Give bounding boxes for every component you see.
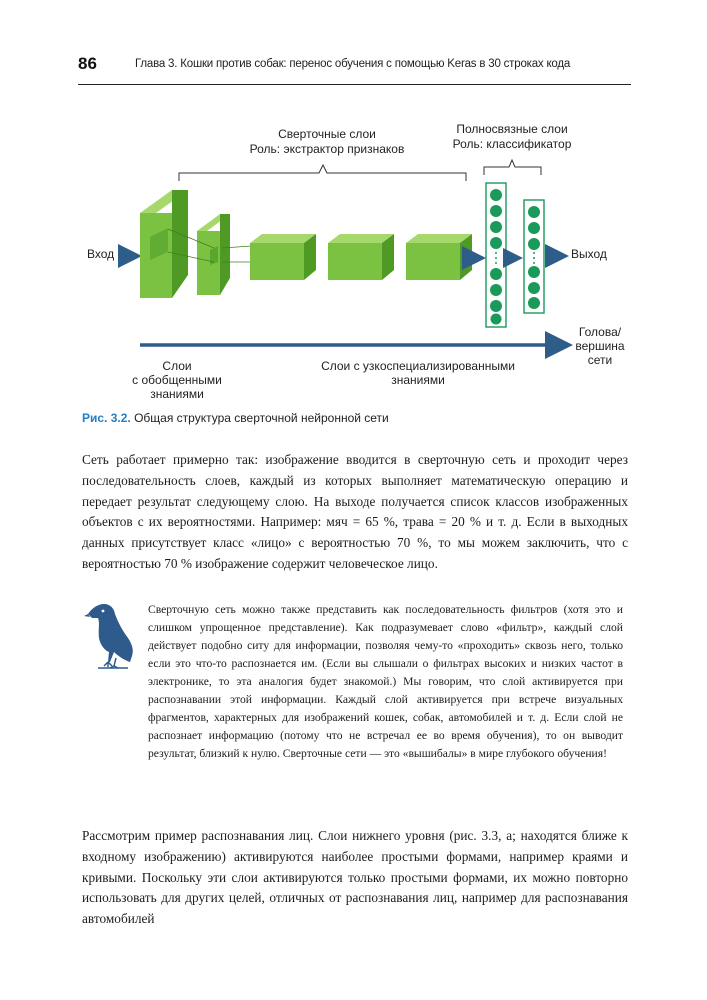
caption-text: Общая структура сверточной нейронной сети	[134, 411, 389, 425]
body-paragraph-2: Рассмотрим пример распознавания лиц. Слои нижнего уровня (рис. 3.3, а; находятся ближе к входному изображению) активируются наиболее простыми формами, например краями и кривыми. Поскольку эти слои активируются только простыми формами, их можно повторно использовать для других целей, отличных от распознавания лиц, например для распознавания автомобилей	[82, 828, 628, 927]
fc-layer-2	[524, 200, 544, 313]
conv-layer-1	[140, 190, 188, 298]
output-label: Выход	[571, 247, 607, 261]
header-rule	[78, 84, 631, 85]
input-label: Вход	[87, 247, 115, 261]
special-layers-line1: Слои с узкоспециализированными	[321, 359, 515, 373]
conv-label-line2: Роль: экстрактор признаков	[249, 142, 405, 156]
body-paragraph-1: Сеть работает примерно так: изображение вводится в сверточную сеть и проходит через последовательность слоев, каждый из которых выполняет математическую операцию и передает результат следующему слою. На выходе получается список классов изображенных объектов с их вероятностями. Например: мяч = 65 %, трава = 20 % и т. д. Если в выходных данных присутствует класс «лицо» с вероятностью 70 %, то мы можем заключить, что с вероятностью 70 % изображение содержит человеческое лицо.	[82, 452, 628, 571]
fc-brace	[484, 160, 541, 175]
generic-layers-line2: с обобщенными	[132, 373, 222, 387]
conv-layer-2	[197, 214, 230, 295]
head-label-line1: Голова/	[578, 325, 622, 339]
note-text: Сверточную сеть можно также представить как последовательность фильтров (хотя это и слишком упрощенное представление). Как подразумевает слово «фильтр», каждый слой действует подобно ситу для информации, позволяя чему-то «проходить» сквозь него, только если это что-то распознается им. (Если вы слышали о фильтрах высоких и низких частот в электронике, то эта аналогия будет знакомой.) Мы говорим, что слой активируется при распознавании этой информации. Каждый слой активируется при встрече визуальных фрагментов, характерных для изображений кошек, собак, автомобилей и т. д. Если слой не распознает информацию (потому что не встречал ее во время обучения), то он выводит результат, близкий к нулю. Сверточные сети — это «вышибалы» в мире глубокого обучения!	[148, 603, 623, 760]
page-number: 86	[78, 54, 97, 73]
fc-label-line1: Полносвязные слои	[456, 122, 568, 136]
generic-layers-line1: Слои	[162, 359, 192, 373]
head-label-line3: сети	[587, 353, 613, 367]
generic-layers-line3: знаниями	[150, 387, 204, 400]
fc-layer-1	[486, 183, 506, 327]
conv-layer-4	[328, 234, 394, 280]
conv-brace	[179, 165, 466, 181]
conv-label-line1: Сверточные слои	[278, 127, 376, 141]
fc-label-line2: Роль: классификатор	[452, 137, 572, 151]
running-head: Глава 3. Кошки против собак: перенос обучения с помощью Keras в 30 строках кода	[135, 58, 571, 70]
figure-caption	[82, 411, 389, 425]
conv-layer-3	[250, 234, 316, 280]
head-label-line2: вершина	[575, 339, 625, 353]
bird-icon	[84, 600, 138, 674]
conv-layer-5	[406, 234, 472, 280]
caption-label: Рис. 3.2.	[82, 411, 131, 425]
cnn-architecture-figure	[0, 100, 707, 400]
special-layers-line2: знаниями	[391, 373, 445, 387]
